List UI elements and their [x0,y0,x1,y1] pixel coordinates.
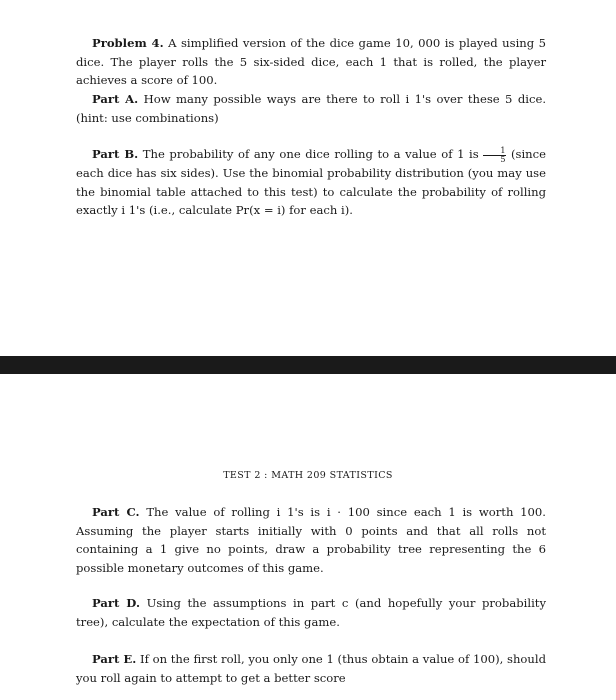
part-d-text: Using the assumptions in part c (and hopefully your probability tree), calculate the expectation of this game. [76,596,546,629]
part-e-label: Part E. [92,652,137,666]
part-b-text-after: (since each dice has six sides). Use the binomial probability distribution (you may use the binomial table attached to this test) to calculate the probability of rolling exactly i 1's (i.e., calculate Pr(x = i) for each i). [76,147,547,217]
test-header: TEST 2 : MATH 209 STATISTICS [223,470,393,481]
part-c-label: Part C. [92,505,140,519]
fraction-denominator: 5 [500,155,506,164]
part-b-paragraph [76,145,546,220]
part-b-text-before: The probability of any one dice rolling to a value of 1 is [142,147,479,161]
problem-4-paragraph [76,34,546,90]
problem-text: A simplified version of the dice game 10, 000 is played using 5 dice. The player rolls the 5 six-sided dice, each 1 that is rolled, the player achieves a score of 100. [76,36,547,87]
fraction-numerator: 1 [483,147,506,156]
part-e-text: If on the first roll, you only one 1 (thus obtain a value of 100), should you roll again to attempt to get a better score [76,652,547,685]
part-e-paragraph [76,650,546,687]
part-a-label: Part A. [92,92,139,106]
problem-label: Problem 4. [92,36,164,50]
part-a-text: How many possible ways are there to roll i 1's over these 5 dice. (hint: use combinations) [76,92,547,125]
page-2 [0,374,616,700]
fraction-one-fifth [483,147,506,164]
part-c-text: The value of rolling i 1's is i · 100 since each 1 is worth 100. Assuming the player starts initially with 0 points and that all rolls not containing a 1 give no points, draw a probability tree representing the 6 possible monetary outcomes of this game. [76,505,546,575]
part-d-paragraph [76,594,546,631]
part-b-label: Part B. [92,147,139,161]
part-a-paragraph [76,90,546,127]
part-d-label: Part D. [92,596,140,610]
part-c-paragraph [76,503,546,577]
page-divider [0,356,616,374]
